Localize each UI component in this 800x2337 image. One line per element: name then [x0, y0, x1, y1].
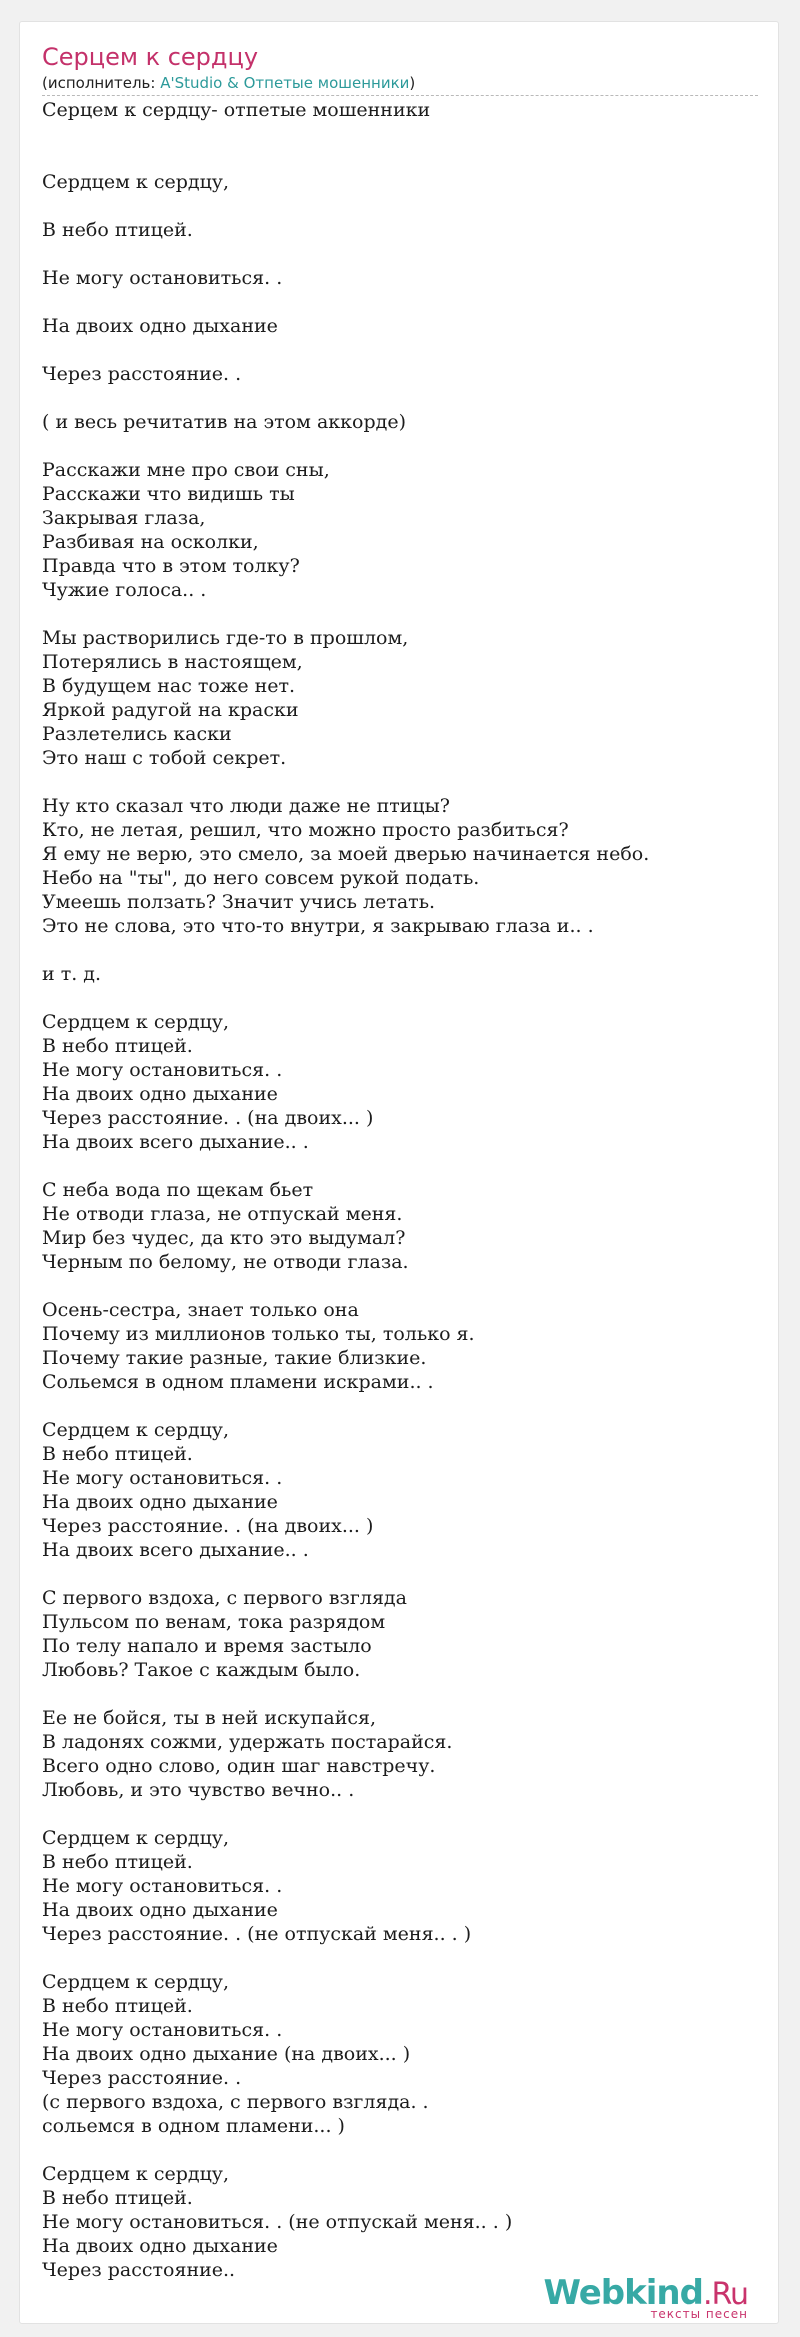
artist-amp[interactable]: & — [222, 74, 244, 92]
lyric-line: В небо птицей. — [42, 1035, 193, 1057]
lyric-line: Расскажи что видишь ты — [42, 483, 295, 505]
lyric-line: На двоих всего дыхание.. . — [42, 1539, 309, 1561]
lyric-line: С первого вздоха, с первого взгляда — [42, 1587, 407, 1609]
lyric-line: Яркой радугой на краски — [42, 699, 299, 721]
lyric-line — [42, 938, 762, 962]
lyric-line — [42, 146, 762, 170]
lyric-line — [42, 194, 762, 218]
lyric-line: сольемся в одном пламени... ) — [42, 2115, 345, 2137]
lyric-line: Черным по белому, не отводи глаза. — [42, 1251, 409, 1273]
lyric-line: Через расстояние.. — [42, 2259, 236, 2281]
lyric-line: Ее не бойся, ты в ней искупайся, — [42, 1707, 377, 1729]
lyric-line: Не могу остановиться. . — [42, 1059, 283, 1081]
lyric-line — [42, 1562, 762, 1586]
lyric-line: В небо птицей. — [42, 2187, 193, 2209]
lyric-line: Через расстояние. . (на двоих... ) — [42, 1515, 374, 1537]
lyric-line: По телу напало и время застыло — [42, 1635, 372, 1657]
lyric-line — [42, 1682, 762, 1706]
lyric-line — [42, 122, 762, 146]
song-title: Серцем к сердцу — [42, 43, 259, 71]
lyric-line: Правда что в этом толку? — [42, 555, 300, 577]
lyric-line: Это не слова, это что-то внутри, я закрываю глаза и.. . — [42, 915, 594, 937]
lyric-line: Любовь? Такое с каждым было. — [42, 1659, 361, 1681]
lyric-line: Разбивая на осколки, — [42, 531, 259, 553]
lyric-line: Пульсом по венам, тока разрядом — [42, 1611, 386, 1633]
artist-suffix: ) — [409, 74, 416, 92]
webkind-logo[interactable] — [543, 2275, 748, 2321]
lyric-line: В будущем нас тоже нет. — [42, 675, 296, 697]
lyric-line: Не могу остановиться. . — [42, 1875, 283, 1897]
lyric-line: Потерялись в настоящем, — [42, 651, 303, 673]
lyric-line: Не отводи глаза, не отпускай меня. — [42, 1203, 403, 1225]
lyrics-card — [19, 21, 779, 2324]
lyric-line: В небо птицей. — [42, 1443, 193, 1465]
lyric-line: Всего одно слово, один шаг навстречу. — [42, 1755, 436, 1777]
lyric-line: На двоих одно дыхание — [42, 2235, 278, 2257]
lyric-line: Мир без чудес, да кто это выдумал? — [42, 1227, 406, 1249]
lyric-line: В небо птицей. — [42, 219, 193, 241]
lyric-line: Не могу остановиться. . — [42, 1467, 283, 1489]
lyric-line: Небо на "ты", до него совсем рукой подать. — [42, 867, 480, 889]
lyric-line — [42, 770, 762, 794]
lyric-line: На двоих всего дыхание.. . — [42, 1131, 309, 1153]
lyric-line: Чужие голоса.. . — [42, 579, 207, 601]
lyric-line: ( и весь речитатив на этом аккорде) — [42, 411, 406, 433]
lyric-line: С неба вода по щекам бьет — [42, 1179, 314, 1201]
lyric-line: (с первого вздоха, с первого взгляда. . — [42, 2091, 429, 2113]
lyric-line: Ну кто сказал что люди даже не птицы? — [42, 795, 450, 817]
lyric-line: Закрывая глаза, — [42, 507, 206, 529]
lyric-line: Мы растворились где-то в прошлом, — [42, 627, 409, 649]
lyric-line: Расскажи мне про свои сны, — [42, 459, 330, 481]
lyric-line: Сердцем к сердцу, — [42, 171, 230, 193]
lyric-line: Не могу остановиться. . — [42, 267, 283, 289]
lyric-line: Разлетелись каски — [42, 723, 232, 745]
lyric-line: На двоих одно дыхание (на двоих... ) — [42, 2043, 411, 2065]
lyric-line: Сердцем к сердцу, — [42, 1011, 230, 1033]
lyric-line: Через расстояние. . — [42, 363, 242, 385]
artist-line — [42, 72, 758, 96]
artist-prefix: (исполнитель: — [42, 74, 161, 92]
lyric-line: Сердцем к сердцу, — [42, 1827, 230, 1849]
lyric-line: Это наш с тобой секрет. — [42, 747, 287, 769]
lyric-line: На двоих одно дыхание — [42, 1899, 278, 1921]
lyric-line: Сердцем к сердцу, — [42, 1971, 230, 1993]
lyric-line — [42, 242, 762, 266]
lyric-line: Через расстояние. . — [42, 2067, 242, 2089]
lyric-line: Не могу остановиться. . (не отпускай меня.. . ) — [42, 2211, 513, 2233]
lyric-line — [42, 986, 762, 1010]
lyric-line: и т. д. — [42, 963, 102, 985]
lyric-line — [42, 290, 762, 314]
lyric-line — [42, 2138, 762, 2162]
lyric-line: На двоих одно дыхание — [42, 1083, 278, 1105]
lyric-line — [42, 338, 762, 362]
lyric-line: Я ему не верю, это смело, за моей дверью начинается небо. — [42, 843, 650, 865]
artist-link-otpetye[interactable]: Отпетые мошенники — [243, 74, 410, 92]
lyric-line: В ладонях сожми, удержать постарайся. — [42, 1731, 453, 1753]
lyric-line: В небо птицей. — [42, 1995, 193, 2017]
lyric-line: Сердцем к сердцу, — [42, 1419, 230, 1441]
lyric-line: Через расстояние. . (не отпускай меня.. . ) — [42, 1923, 472, 1945]
lyric-line — [42, 386, 762, 410]
artist-link-astudio[interactable]: A'Studio — [160, 74, 223, 92]
lyric-line: Сольемся в одном пламени искрами.. . — [42, 1371, 434, 1393]
lyric-line: На двоих одно дыхание — [42, 315, 278, 337]
lyric-line: Серцем к сердцу- отпетые мошенники — [42, 99, 431, 121]
lyric-line: Не могу остановиться. . — [42, 2019, 283, 2041]
lyric-line: Умеешь ползать? Значит учись летать. — [42, 891, 436, 913]
lyric-line — [42, 1946, 762, 1970]
lyric-line — [42, 434, 762, 458]
logo-domain: .Ru — [702, 2277, 748, 2312]
lyric-line: Через расстояние. . (на двоих... ) — [42, 1107, 374, 1129]
lyric-line: Осень-сестра, знает только она — [42, 1299, 359, 1321]
lyric-line: На двоих одно дыхание — [42, 1491, 278, 1513]
lyric-line — [42, 1394, 762, 1418]
logo-brand: Webkind — [543, 2273, 703, 2313]
lyric-line — [42, 1154, 762, 1178]
logo-tagline: тексты песен — [650, 2307, 748, 2321]
lyric-line — [42, 1274, 762, 1298]
lyric-line: Сердцем к сердцу, — [42, 2163, 230, 2185]
lyric-line — [42, 1802, 762, 1826]
lyric-line: Любовь, и это чувство вечно.. . — [42, 1779, 355, 1801]
lyric-line: Почему такие разные, такие близкие. — [42, 1347, 427, 1369]
lyric-line: Почему из миллионов только ты, только я. — [42, 1323, 475, 1345]
lyric-line — [42, 602, 762, 626]
lyric-line: В небо птицей. — [42, 1851, 193, 1873]
lyric-line: Кто, не летая, решил, что можно просто разбиться? — [42, 819, 569, 841]
lyrics-text — [42, 98, 762, 2282]
